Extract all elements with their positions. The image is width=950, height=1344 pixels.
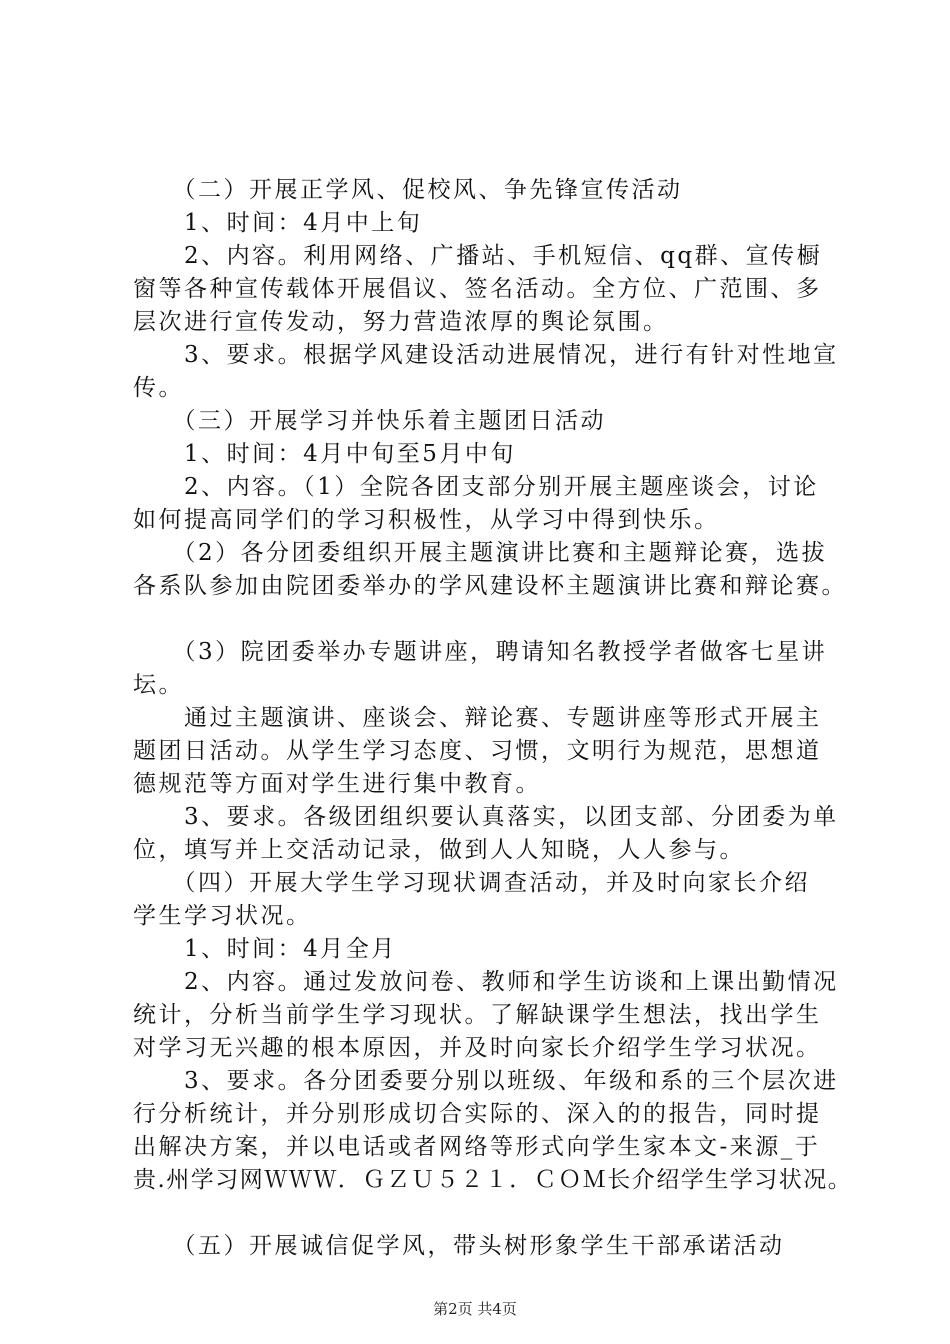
document-body <box>133 174 853 1263</box>
text-line: （五）开展诚信促学风，带头树形象学生干部承诺活动 <box>133 1233 785 1259</box>
text-line: 题团日活动。从学生学习态度、习惯，文明行为规范，思想道 <box>133 738 822 764</box>
text-line: 1、时间：4月中旬至5月中旬 <box>133 441 516 467</box>
text-line: 3、要求。根据学风建设活动进展情况，进行有针对性地宣 <box>133 342 839 368</box>
text-line: （3）院团委举办专题讲座，聘请知名教授学者做客七星讲 <box>133 639 828 665</box>
text-line: （四）开展大学生学习现状调查活动，并及时向家长介绍 <box>133 870 810 896</box>
text-line: 3、要求。各分团委要分别以班级、年级和系的三个层次进 <box>133 1068 839 1094</box>
text-line: 2、内容。利用网络、广播站、手机短信、qq群、宣传橱 <box>133 243 823 269</box>
text-line: 传。 <box>133 375 184 401</box>
text-line: （2）各分团委组织开展主题演讲比赛和主题辩论赛，选拔 <box>133 540 828 566</box>
text-line: 位，填写并上交活动记录，做到人人知晓，人人参与。 <box>133 837 745 863</box>
text-line: （二）开展正学风、促校风、争先锋宣传活动 <box>133 177 683 203</box>
text-line: 3、要求。各级团组织要认真落实，以团支部、分团委为单 <box>133 804 839 830</box>
text-line: 层次进行宣传发动，努力营造浓厚的舆论氛围。 <box>133 309 669 335</box>
text-line: 贵.州学习网ＷＷＷ．ＧＺＵ５２１．ＣＯＭ长介绍学生学习状况。 <box>133 1167 853 1193</box>
text-line: 1、时间：4月全月 <box>133 936 397 962</box>
text-line: 1、时间：4月中上旬 <box>133 210 423 236</box>
text-line: （三）开展学习并快乐着主题团日活动 <box>133 408 606 434</box>
text-line: 2、内容。通过发放问卷、教师和学生访谈和上课出勤情况 <box>133 969 839 995</box>
text-line: 窗等各种宣传载体开展倡议、签名活动。全方位、广范围、多 <box>133 276 822 302</box>
text-line: 行分析统计，并分别形成切合实际的、深入的的报告，同时提 <box>133 1101 822 1127</box>
text-line: 对学习无兴趣的根本原因，并及时向家长介绍学生学习状况。 <box>133 1035 822 1061</box>
text-line: 通过主题演讲、座谈会、辩论赛、专题讲座等形式开展主 <box>133 705 822 731</box>
text-line: 统计，分析当前学生学习现状。了解缺课学生想法，找出学生 <box>133 1002 822 1028</box>
blank-line <box>133 1197 853 1230</box>
text-line: 坛。 <box>133 672 184 698</box>
blank-line <box>133 603 853 636</box>
page-footer: 第2页 共4页 <box>433 1300 517 1318</box>
text-line: 学生学习状况。 <box>133 903 312 929</box>
text-line: 出解决方案，并以电话或者网络等形式向学生家本文-来源_于 <box>133 1134 821 1160</box>
text-line: 如何提高同学们的学习积极性，从学习中得到快乐。 <box>133 507 720 533</box>
text-line: 2、内容。（1）全院各团支部分别开展主题座谈会，讨论 <box>133 474 819 500</box>
text-line: 德规范等方面对学生进行集中教育。 <box>133 771 541 797</box>
text-line: 各系队参加由院团委举办的学风建设杯主题演讲比赛和辩论赛。 <box>133 573 847 599</box>
